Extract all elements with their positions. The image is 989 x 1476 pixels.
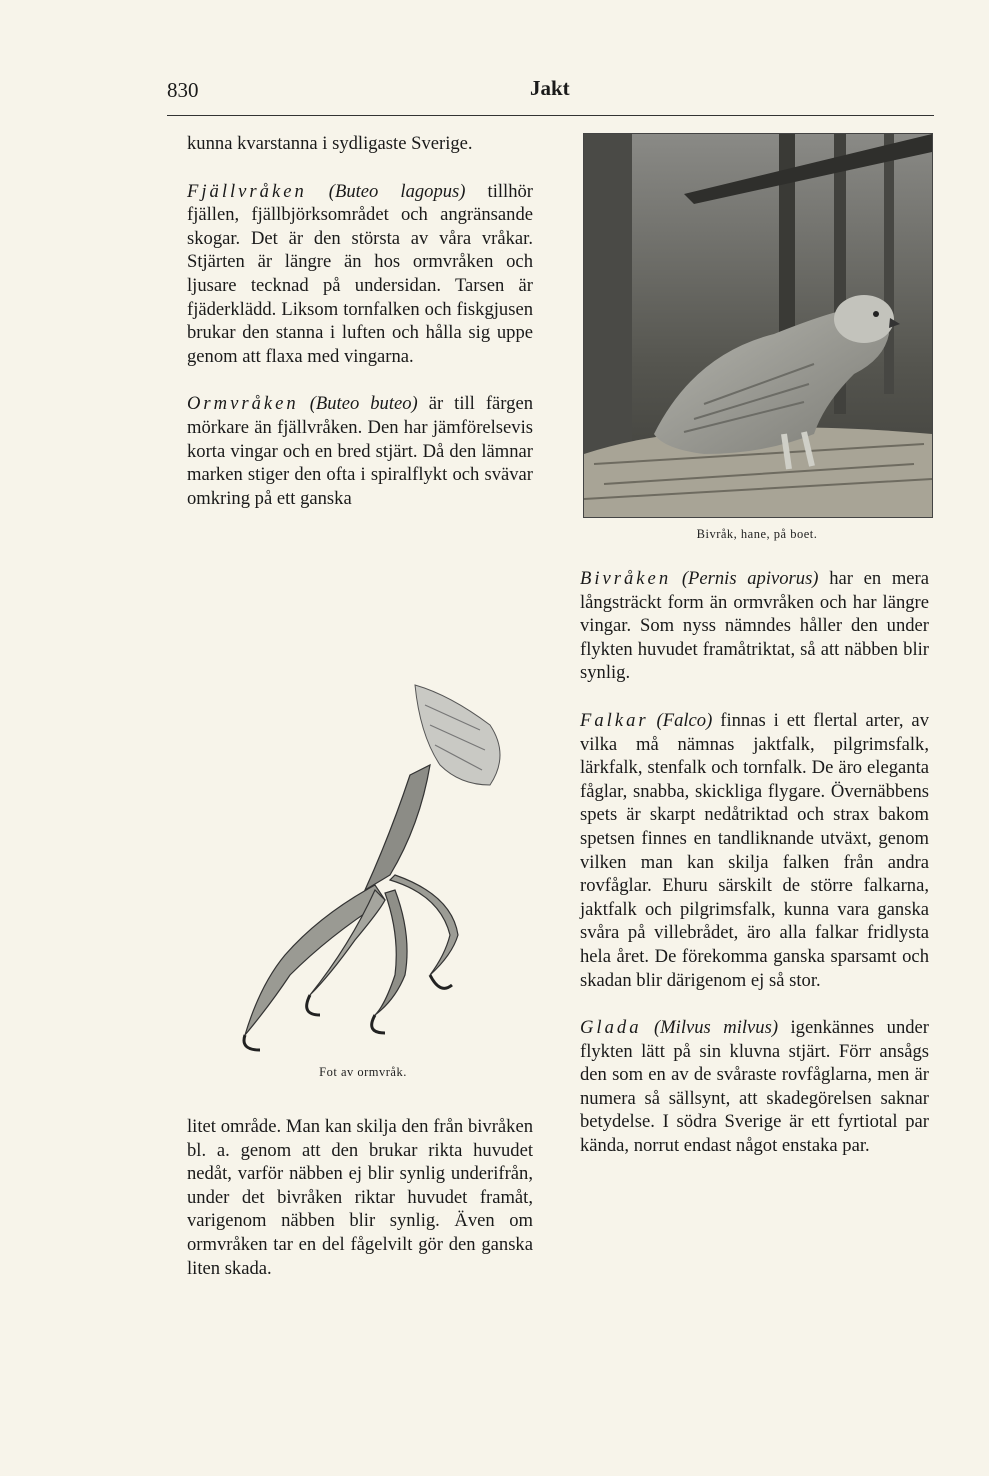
species-name: Fjällvråken (187, 180, 307, 202)
paragraph-text: tillhör fjällen, fjällbjörksområdet och angränsande skogar. Det är den största av våra vråkar. Stjärten är längre än hos ormvråken och ljusare tecknad på undersidan. Tarsen är fjäderklädd. Liksom tornfalken och fiskgjusen brukar den stanna i luften och hålla sig uppe genom att flaxa med vingarna. (187, 180, 533, 367)
species-name: Glada (580, 1017, 642, 1039)
latin-name: (Milvus milvus) (653, 1017, 779, 1039)
paragraph-text: finnas i ett flertal arter, av vilka må nämnas jaktfalk, pilgrimsfalk, lärkfalk, stenfalk och tornfalk. De äro eleganta fåglar, snabba, skickliga flygare. Övernäbbens spets är skarpt nedåtriktad och strax bakom spetsen finnes en tandliknande utväxt, genom vilken man kan skilja falken från andra rovfåglar. Ehuru särskilt de större falkarna, jaktfalk och pilgrimsfalk, kunna vara ganska svåra på villebrådet, äro alla falkar fridlysta hela året. De förekomma ganska sparsamt och skadan blir därigenom ej så stor. (580, 709, 929, 991)
left-column-top (187, 132, 533, 534)
species-name: Falkar (580, 709, 649, 731)
photo-caption: Bivråk, hane, på boet. (696, 527, 818, 541)
foot-caption: Fot av ormvråk. (319, 1065, 407, 1079)
latin-name: (Buteo lagopus) (328, 180, 466, 202)
paragraph-glada (580, 1016, 929, 1158)
page-header (167, 74, 934, 114)
buzzard-foot-drawing (190, 655, 536, 1055)
foot-illustration (190, 655, 536, 1055)
right-column (580, 567, 929, 1182)
running-head: Jakt (530, 76, 570, 100)
species-name: Bivråken (580, 568, 672, 589)
species-name: Ormvråken (187, 393, 299, 415)
latin-name: (Falco) (656, 709, 713, 731)
paragraph-fjallvraken (187, 180, 533, 369)
header-rule (167, 115, 934, 116)
latin-name: (Pernis apivorus) (681, 568, 819, 589)
paragraph-ormvraken (187, 392, 533, 510)
paragraph-falkar (580, 709, 929, 992)
page-number: 830 (167, 78, 199, 102)
bird-photo (583, 133, 933, 518)
bivrak-photo-illustration (584, 134, 932, 517)
paragraph-text: är till färgen mörkare än fjällvråken. Den har jämförelsevis korta vingar och en bred stjärt. Då den lämnar marken stiger den ofta i spiralflykt och svävar omkring på ett ganska (187, 393, 533, 509)
paragraph-continuation-bottom: litet område. Man kan skilja den från bivråken bl. a. genom att den brukar rikta huvudet nedåt, varför näbben ej blir synlig underifrån, under det bivråken riktar huvudet framåt, varigenom näbben blir synlig. Även om ormvråken tar en del fågelvilt gör den ganska liten skada. (187, 1116, 533, 1279)
paragraph-text: igenkännes under flykten lätt på sin kluvna stjärt. Förr ansågs den som en av de svåraste rovfåglarna, men är numera så sällsynt, att skadegörelsen saknar betydelse. I södra Sverige är ett fyrtiotal par kända, norrut endast något enstaka par. (580, 1017, 929, 1157)
paragraph-continuation: kunna kvarstanna i sydligaste Sverige. (187, 133, 473, 154)
paragraph-bivraken (580, 567, 929, 685)
paragraph-text: har en mera långsträckt form än ormvråken och har längre vingar. Som nyss nämndes håller den under flykten huvudet framåtriktat, så att näbben blir synlig. (580, 568, 929, 684)
latin-name: (Buteo buteo) (309, 393, 418, 415)
left-column-bottom (187, 1115, 533, 1304)
